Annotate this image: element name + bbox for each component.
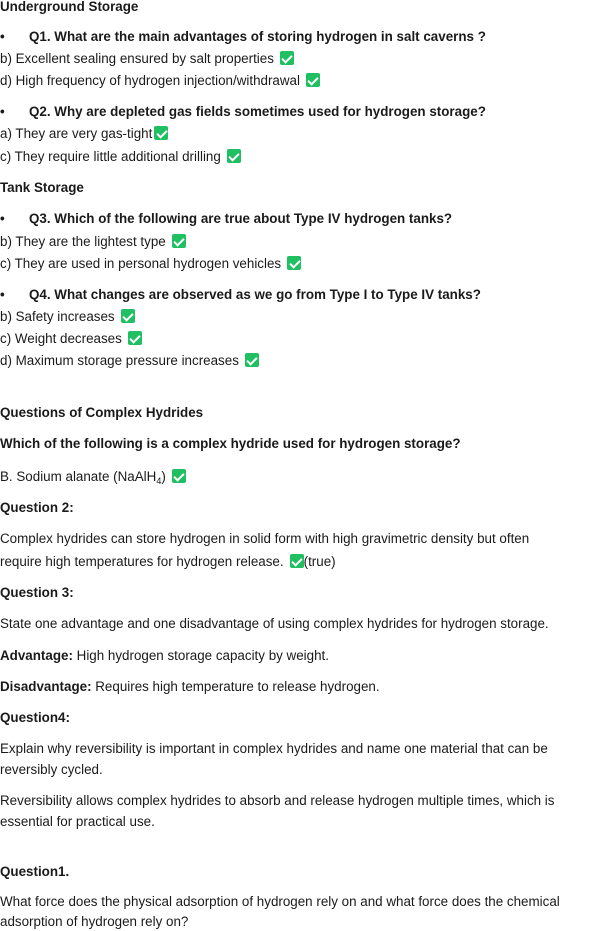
complex-q4-text: Explain why reversibility is important in complex hydrides and name one material that can be xyxy=(0,741,548,756)
checkmark-icon xyxy=(172,234,186,248)
complex-q3-title: Question 3: xyxy=(0,585,74,600)
answer-text: c) Weight decreases xyxy=(0,331,122,346)
checkmark-icon xyxy=(280,51,294,65)
question-text: Q3. Which of the following are true about Type IV hydrogen tanks? xyxy=(29,211,453,226)
checkmark-icon xyxy=(306,73,320,87)
question-q2 xyxy=(0,103,486,121)
checkmark-icon xyxy=(154,126,168,140)
adsorption-question-text: What force does the physical adsorption of hydrogen rely on and what force does the chemical xyxy=(0,894,560,909)
adsorption-question-title: Question1. xyxy=(0,864,70,879)
answer-text: b) Safety increases xyxy=(0,309,115,324)
complex-q2-title: Question 2: xyxy=(0,500,74,515)
answer-text: B. Sodium alanate (NaAlH xyxy=(0,469,157,484)
answer-text: a) They are very gas-tight xyxy=(0,126,153,141)
subscript: 4 xyxy=(156,476,162,486)
disadvantage-line xyxy=(0,678,380,696)
answer-text: c) They require little additional drilling xyxy=(0,149,221,164)
advantage-text: High hydrogen storage capacity by weight. xyxy=(72,648,329,663)
question-text: Q1. What are the main advantages of storing hydrogen in salt caverns ? xyxy=(29,29,486,44)
answer-text: c) They are used in personal hydrogen vehicles xyxy=(0,256,282,271)
complex-q2-text: Complex hydrides can store hydrogen in solid form with high gravimetric density but often xyxy=(0,531,530,546)
disadvantage-text: Requires high temperature to release hydrogen. xyxy=(91,679,380,694)
answer-item xyxy=(0,352,259,370)
complex-q4-answer: Reversibility allows complex hydrides to absorb and release hydrogen multiple times, which is xyxy=(0,793,555,808)
advantage-line xyxy=(0,647,329,665)
section-heading-tank: Tank Storage xyxy=(0,180,84,195)
answer-item xyxy=(0,330,142,348)
answer-text: b) They are the lightest type xyxy=(0,234,166,249)
bullet: • xyxy=(0,211,5,226)
complex-q4-text-cont: reversibly cycled. xyxy=(0,762,103,777)
answer-text: d) Maximum storage pressure increases xyxy=(0,353,239,368)
answer-item xyxy=(0,233,186,251)
answer-text: ) xyxy=(161,469,166,484)
answer-item xyxy=(0,308,135,326)
question-q3 xyxy=(0,210,452,228)
checkmark-icon xyxy=(287,256,301,270)
adsorption-question-text-cont: adsorption of hydrogen rely on? xyxy=(0,914,189,929)
disadvantage-label: Disadvantage: xyxy=(0,679,92,694)
advantage-label: Advantage: xyxy=(0,648,73,663)
answer-item xyxy=(0,148,241,166)
answer-text: d) High frequency of hydrogen injection/withdrawal xyxy=(0,73,300,88)
question-q1 xyxy=(0,28,486,46)
complex-q1-question: Which of the following is a complex hydride used for hydrogen storage? xyxy=(0,436,461,451)
checkmark-icon xyxy=(290,554,304,568)
checkmark-icon xyxy=(245,353,259,367)
statement-text: require high temperatures for hydrogen release. xyxy=(0,554,284,569)
answer-item xyxy=(0,255,301,273)
complex-q2-text-cont xyxy=(0,553,336,571)
question-text: Q2. Why are depleted gas fields sometimes used for hydrogen storage? xyxy=(29,104,486,119)
checkmark-icon xyxy=(227,149,241,163)
section-heading-underground: Underground Storage xyxy=(0,0,139,14)
complex-q1-answer xyxy=(0,468,186,490)
question-text: Q4. What changes are observed as we go from Type I to Type IV tanks? xyxy=(29,287,481,302)
checkmark-icon xyxy=(172,469,186,483)
checkmark-icon xyxy=(121,309,135,323)
answer-item xyxy=(0,50,294,68)
verdict-text: (true) xyxy=(303,554,336,569)
bullet: • xyxy=(0,104,5,119)
bullet: • xyxy=(0,29,5,44)
checkmark-icon xyxy=(128,331,142,345)
bullet: • xyxy=(0,287,5,302)
complex-q4-title: Question4: xyxy=(0,710,70,725)
question-q4 xyxy=(0,286,481,304)
answer-item xyxy=(0,72,320,90)
complex-q3-text: State one advantage and one disadvantage of using complex hydrides for hydrogen storage. xyxy=(0,616,549,631)
complex-q4-answer-cont: essential for practical use. xyxy=(0,814,155,829)
answer-text: b) Excellent sealing ensured by salt properties xyxy=(0,51,274,66)
section-heading-complex-hydrides: Questions of Complex Hydrides xyxy=(0,405,204,420)
answer-item xyxy=(0,125,168,143)
